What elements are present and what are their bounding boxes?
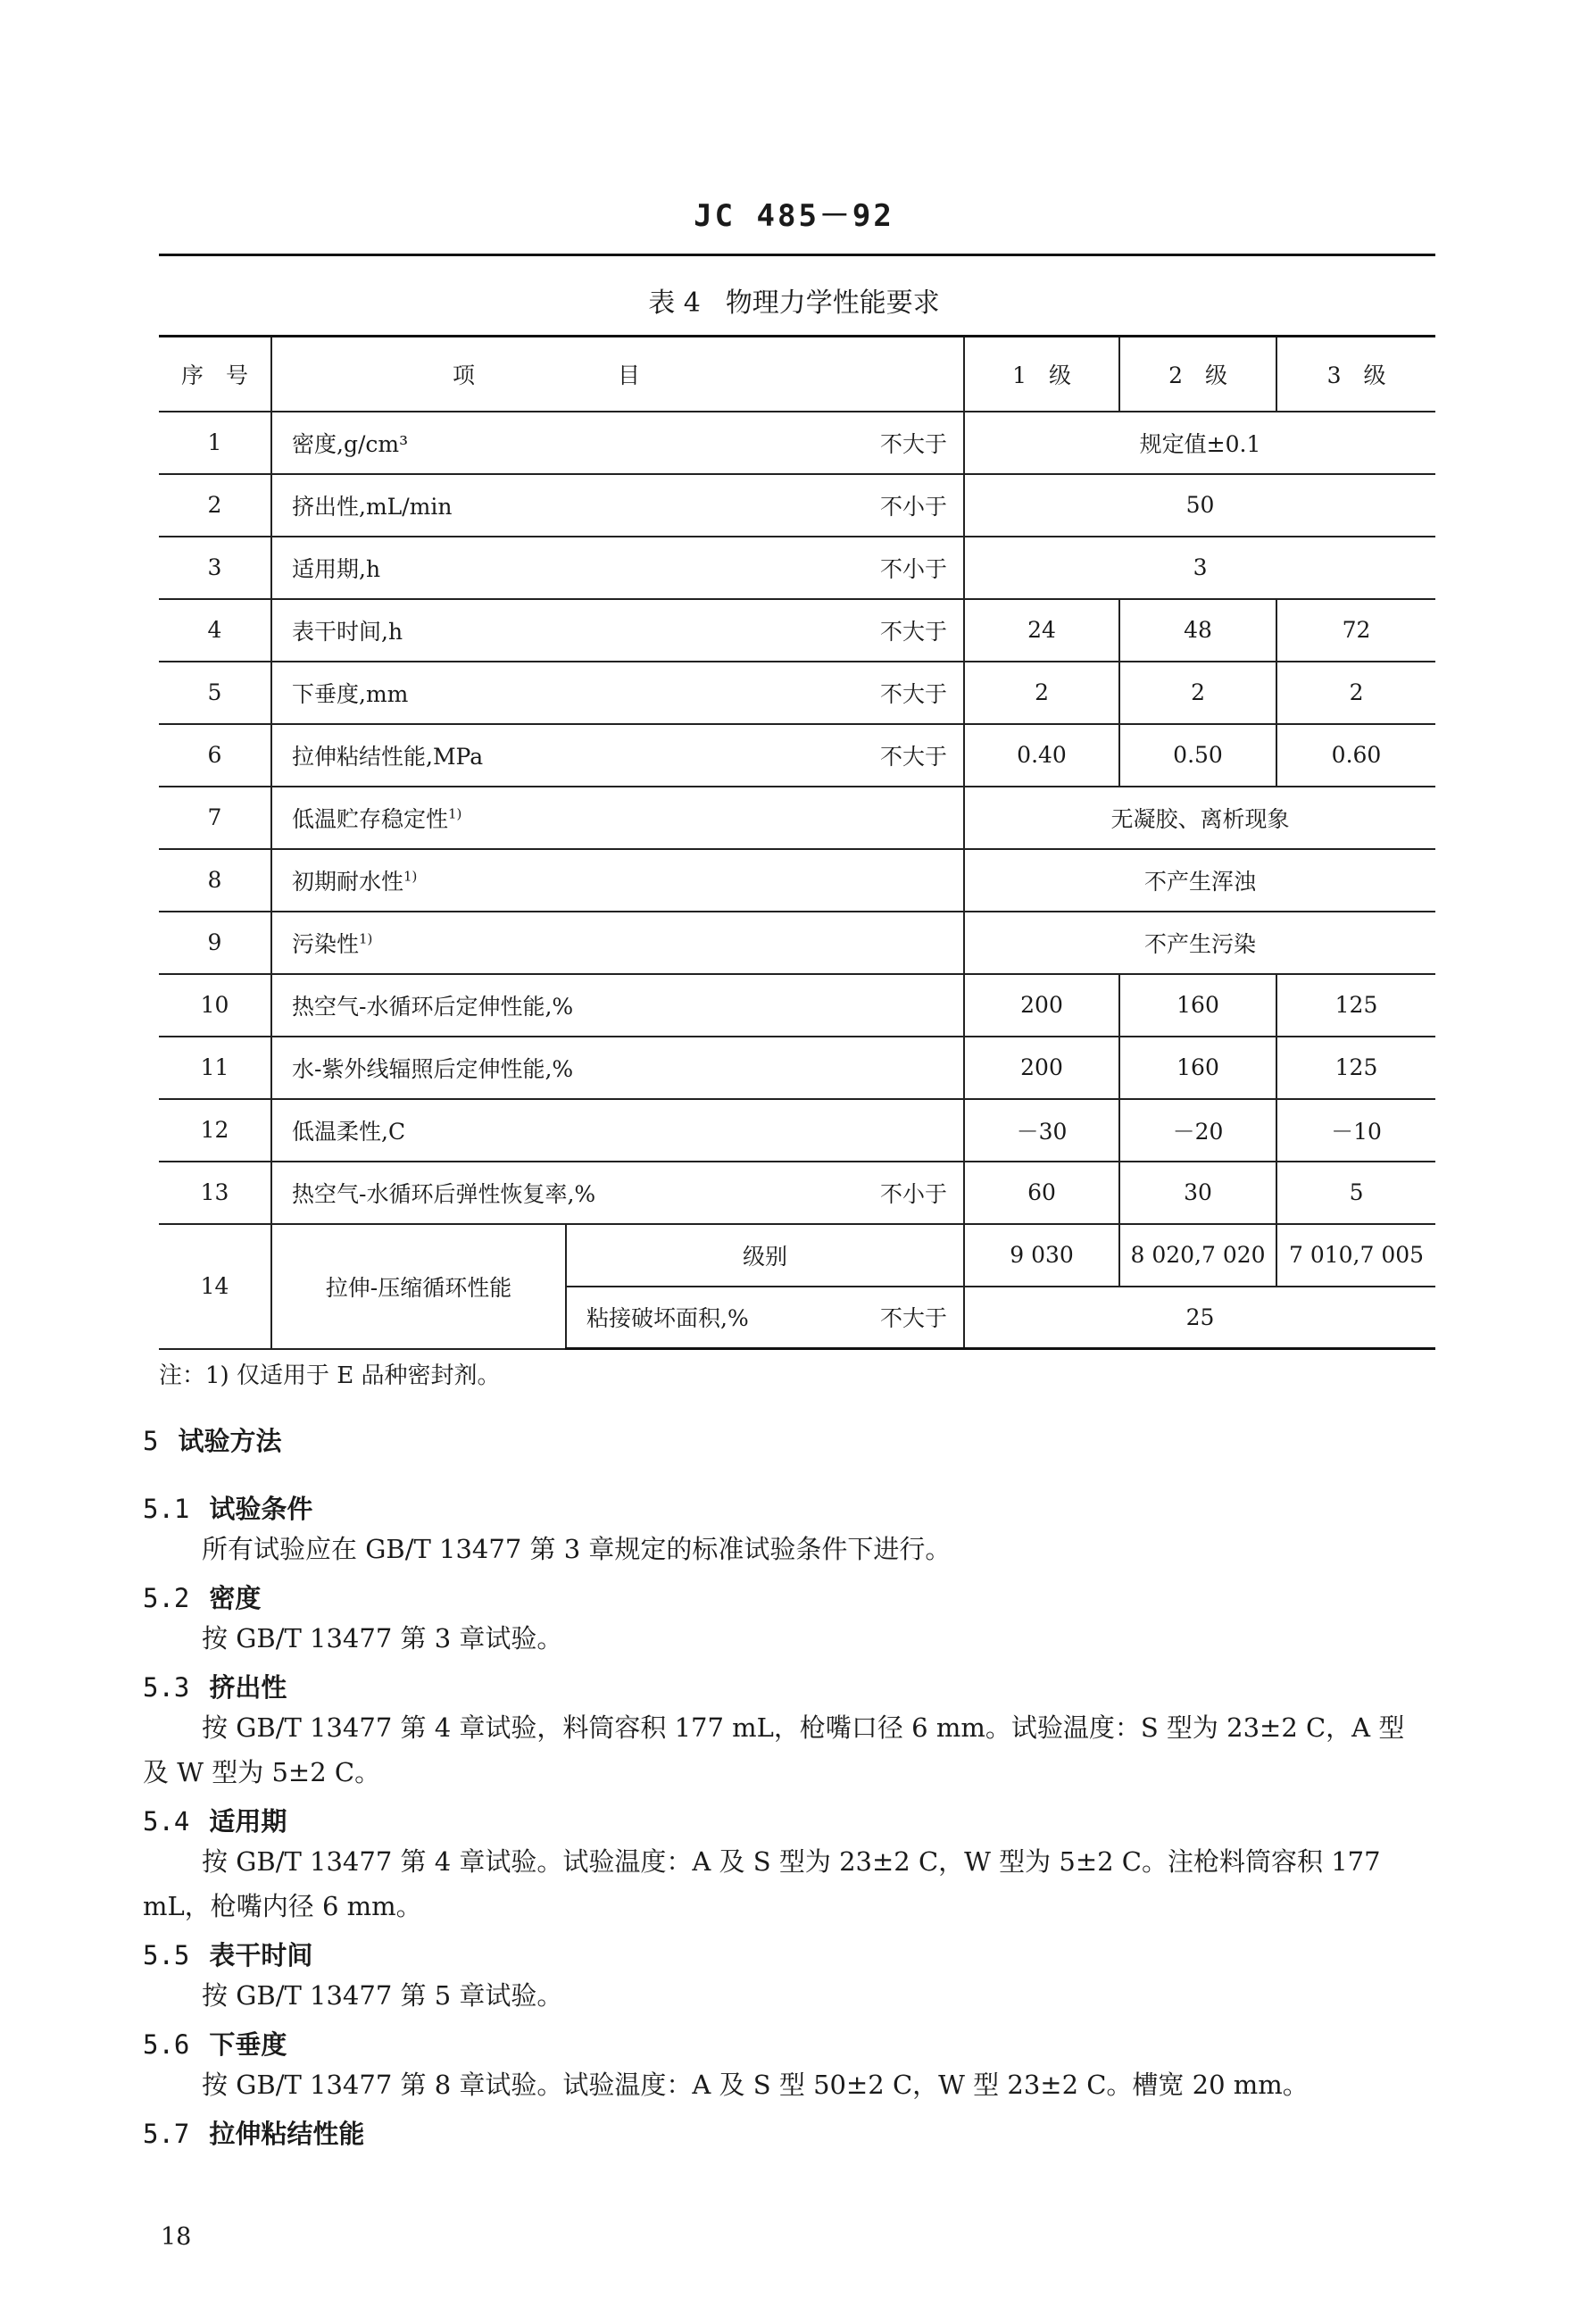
table-row xyxy=(159,1224,1435,1287)
row-item-label: 表干时间,h xyxy=(292,618,403,645)
footnote-marker: 1) xyxy=(403,868,418,885)
row-seq: 8 xyxy=(159,849,271,912)
row-seq: 11 xyxy=(159,1037,271,1099)
row-grade-2: －20 xyxy=(1119,1099,1276,1162)
table-row xyxy=(159,662,1435,724)
properties-table xyxy=(159,335,1435,1350)
row-item xyxy=(271,974,964,1037)
row-sub-label: 级别 xyxy=(566,1224,964,1287)
header-rule xyxy=(159,254,1435,256)
header-grade-2: 2 级 xyxy=(1119,337,1276,412)
row-item-label: 低温柔性,C xyxy=(292,1118,406,1145)
row-seq: 7 xyxy=(159,787,271,849)
section-paragraph: 按 GB/T 13477 第 4 章试验，料筒容积 177 mL，枪嘴口径 6 mm。试验温度：S 型为 23±2 C，A 型及 W 型为 5±2 C。 xyxy=(143,1712,1405,1787)
row-seq: 9 xyxy=(159,912,271,974)
row-grade-3: －10 xyxy=(1276,1099,1435,1162)
table-row xyxy=(159,787,1435,849)
row-grade-1: 200 xyxy=(964,974,1119,1037)
row-merged-value: 不产生浑浊 xyxy=(964,849,1435,912)
section-paragraph: 按 GB/T 13477 第 5 章试验。 xyxy=(202,1980,563,2011)
row-condition: 不小于 xyxy=(880,1180,948,1207)
row-item xyxy=(271,1037,964,1099)
section-heading: 5 试验方法 xyxy=(143,1426,282,1456)
table-row xyxy=(159,537,1435,599)
row-item xyxy=(271,1162,964,1224)
row-seq: 13 xyxy=(159,1162,271,1224)
section-heading: 5.4 适用期 xyxy=(143,1806,287,1837)
section-paragraph: 所有试验应在 GB/T 13477 第 3 章规定的标准试验条件下进行。 xyxy=(202,1534,952,1564)
row-grade-3: 5 xyxy=(1276,1162,1435,1224)
table-row xyxy=(159,724,1435,787)
row-seq: 6 xyxy=(159,724,271,787)
row-item-label: 热空气-水循环后弹性恢复率,% xyxy=(292,1180,596,1207)
row-merged-value: 3 xyxy=(964,537,1435,599)
row-seq: 5 xyxy=(159,662,271,724)
row-grade-1: 2 xyxy=(964,662,1119,724)
row-seq: 12 xyxy=(159,1099,271,1162)
row-grade-1: 9 030 xyxy=(964,1224,1119,1287)
table-number: 表 4 xyxy=(648,287,701,319)
row-grade-1: 24 xyxy=(964,599,1119,662)
row-item xyxy=(271,599,964,662)
row-item-label: 污染性 xyxy=(292,930,360,957)
row-sub-label: 粘接破坏面积,% xyxy=(586,1305,749,1332)
row-grade-1: 60 xyxy=(964,1162,1119,1224)
table-row xyxy=(159,474,1435,537)
row-grade-3: 125 xyxy=(1276,974,1435,1037)
table-caption: 物理力学性能要求 xyxy=(725,287,940,319)
row-condition: 不小于 xyxy=(880,555,948,582)
row-grade-2: 8 020,7 020 xyxy=(1119,1224,1276,1287)
table-row xyxy=(159,1162,1435,1224)
row-condition: 不小于 xyxy=(880,493,948,520)
header-grade-1: 1 级 xyxy=(964,337,1119,412)
row-item xyxy=(271,912,964,974)
row-item-label: 密度,g/cm³ xyxy=(292,430,409,457)
row-seq: 14 xyxy=(159,1224,271,1349)
table-row xyxy=(159,974,1435,1037)
row-grade-1: －30 xyxy=(964,1099,1119,1162)
row-item-label: 下垂度,mm xyxy=(292,680,409,707)
row-seq: 10 xyxy=(159,974,271,1037)
row-item-label: 热空气-水循环后定伸性能,% xyxy=(292,993,574,1020)
row-item xyxy=(271,474,964,537)
row-merged-value: 无凝胶、离析现象 xyxy=(964,787,1435,849)
table-row xyxy=(159,599,1435,662)
row-grade-2: 48 xyxy=(1119,599,1276,662)
table-header-row xyxy=(159,337,1435,412)
table-row xyxy=(159,912,1435,974)
table-title xyxy=(0,280,1588,320)
row-item-label: 低温贮存稳定性 xyxy=(292,805,449,832)
section-paragraph: 按 GB/T 13477 第 8 章试验。试验温度：A 及 S 型 50±2 C，W 型 23±2 C。槽宽 20 mm。 xyxy=(202,2070,1309,2100)
row-merged-value: 不产生污染 xyxy=(964,912,1435,974)
section-heading: 5.6 下垂度 xyxy=(143,2029,287,2060)
row-item: 拉伸-压缩循环性能 xyxy=(271,1224,566,1349)
header-seq: 序 号 xyxy=(159,337,271,412)
row-item-label: 拉伸粘结性能,MPa xyxy=(292,743,484,770)
row-item-label: 挤出性,mL/min xyxy=(292,493,453,520)
row-grade-3: 2 xyxy=(1276,662,1435,724)
header-item: 项目 xyxy=(271,337,964,412)
row-seq: 1 xyxy=(159,412,271,474)
section-heading: 5.1 试验条件 xyxy=(143,1494,313,1524)
row-seq: 4 xyxy=(159,599,271,662)
table-row xyxy=(159,412,1435,474)
row-item xyxy=(271,724,964,787)
row-grade-2: 160 xyxy=(1119,1037,1276,1099)
page-number: 18 xyxy=(161,2223,192,2251)
section-heading: 5.5 表干时间 xyxy=(143,1940,313,1970)
row-condition: 不大于 xyxy=(880,618,948,645)
row-item xyxy=(271,1099,964,1162)
row-condition: 不大于 xyxy=(880,743,948,770)
table-row xyxy=(159,1099,1435,1162)
row-item xyxy=(271,537,964,599)
row-grade-1: 200 xyxy=(964,1037,1119,1099)
row-item-label: 初期耐水性 xyxy=(292,868,404,895)
table-row xyxy=(159,1037,1435,1099)
section-heading: 5.3 挤出性 xyxy=(143,1672,287,1703)
row-seq: 2 xyxy=(159,474,271,537)
row-grade-3: 72 xyxy=(1276,599,1435,662)
row-seq: 3 xyxy=(159,537,271,599)
document-code: JC 485－92 xyxy=(694,198,894,234)
row-grade-2: 0.50 xyxy=(1119,724,1276,787)
row-item xyxy=(271,849,964,912)
row-grade-2: 2 xyxy=(1119,662,1276,724)
header-grade-3: 3 级 xyxy=(1276,337,1435,412)
row-grade-3: 7 010,7 005 xyxy=(1276,1224,1435,1287)
section-heading: 5.2 密度 xyxy=(143,1583,262,1613)
section-paragraph: 按 GB/T 13477 第 4 章试验。试验温度：A 及 S 型为 23±2 C，W 型为 5±2 C。注枪料筒容积 177 mL，枪嘴内径 6 mm。 xyxy=(143,1846,1381,1921)
row-item xyxy=(271,662,964,724)
row-grade-3: 0.60 xyxy=(1276,724,1435,787)
row-item-label: 适用期,h xyxy=(292,555,381,582)
row-item-label: 水-紫外线辐照后定伸性能,% xyxy=(292,1055,574,1082)
row-condition: 不大于 xyxy=(880,430,948,457)
row-condition: 不大于 xyxy=(880,1305,948,1332)
row-grade-2: 160 xyxy=(1119,974,1276,1037)
section-heading: 5.7 拉伸粘结性能 xyxy=(143,2119,365,2149)
footnote-marker: 1) xyxy=(448,805,462,822)
footnote-marker: 1) xyxy=(359,930,373,947)
row-grade-1: 0.40 xyxy=(964,724,1119,787)
table-row xyxy=(159,849,1435,912)
row-grade-3: 125 xyxy=(1276,1037,1435,1099)
row-merged-value: 50 xyxy=(964,474,1435,537)
row-merged-value: 25 xyxy=(964,1287,1435,1349)
row-grade-2: 30 xyxy=(1119,1162,1276,1224)
row-sub-item xyxy=(566,1287,964,1349)
row-item xyxy=(271,412,964,474)
table-note: 注：1) 仅适用于 E 品种密封剂。 xyxy=(159,1362,501,1389)
row-merged-value: 规定值±0.1 xyxy=(964,412,1435,474)
row-item xyxy=(271,787,964,849)
section-paragraph: 按 GB/T 13477 第 3 章试验。 xyxy=(202,1623,563,1653)
row-condition: 不大于 xyxy=(880,680,948,707)
